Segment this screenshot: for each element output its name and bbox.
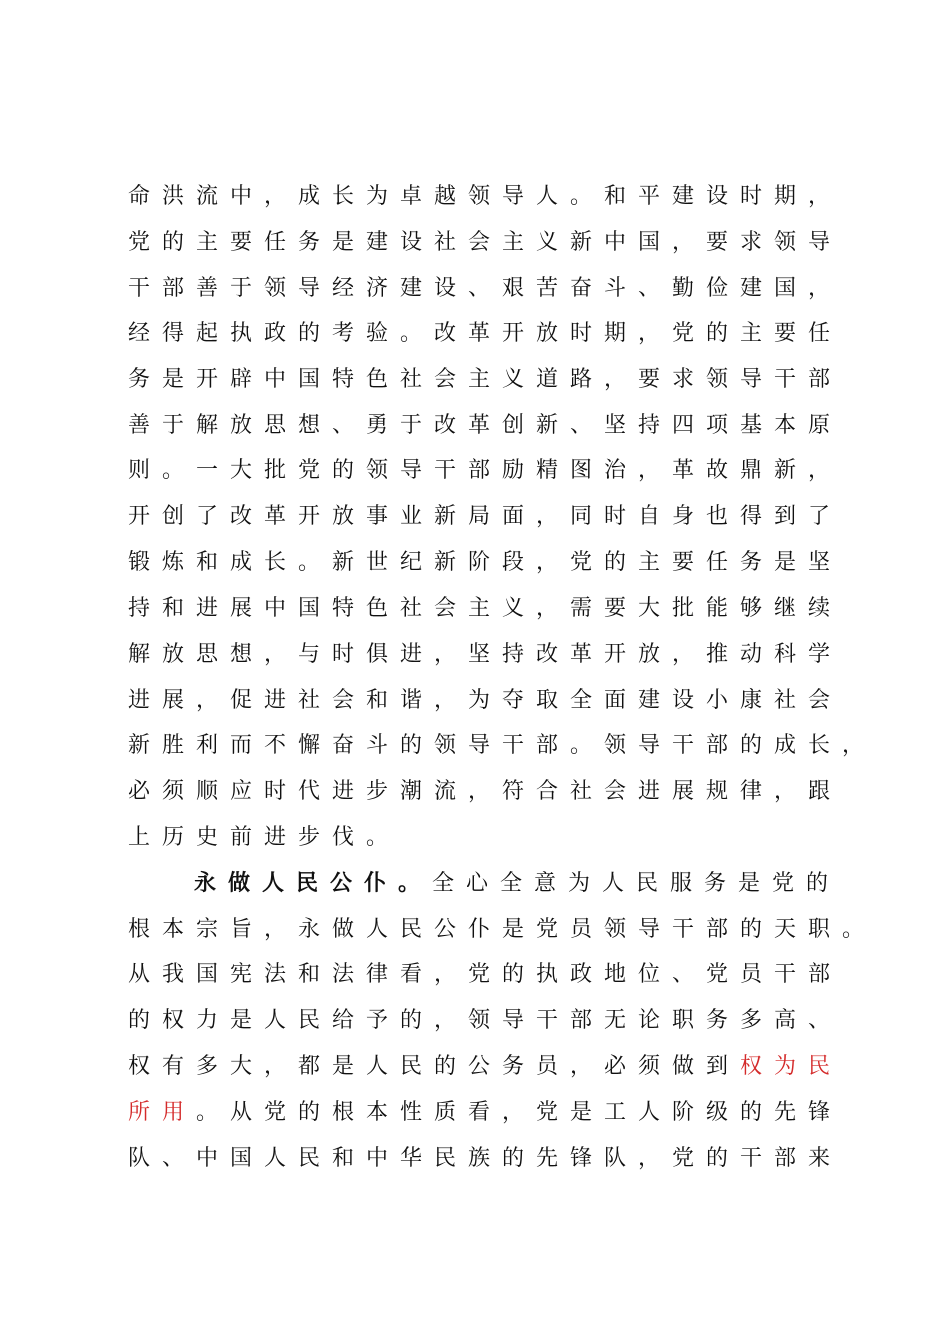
text-line: 队、中国人民和中华民族的先锋队，党的干部来 — [128, 1146, 843, 1171]
text-line: 根本宗旨，永做人民公仆是党员领导干部的天职。 — [128, 917, 877, 942]
highlighted-text: 权为民 — [740, 1054, 843, 1079]
highlighted-text: 所用 — [128, 1100, 197, 1125]
text-run: 权有多大，都是人民的公务员，必须做到 — [128, 1054, 741, 1079]
text-line: 命洪流中，成长为卓越领导人。和平建设时期， — [128, 184, 843, 209]
text-line: 务是开辟中国特色社会主义道路，要求领导干部 — [128, 367, 843, 392]
text-line: 的权力是人民给予的，领导干部无论职务多高、 — [128, 1008, 843, 1033]
text-line: 必须顺应时代进步潮流，符合社会进展规律，跟 — [128, 779, 843, 804]
text-line: 善于解放思想、勇于改革创新、坚持四项基本原 — [128, 413, 843, 438]
paragraph-heading: 永做人民公仆。 — [194, 871, 433, 896]
text-line: 开创了改革开放事业新局面，同时自身也得到了 — [128, 504, 843, 529]
text-line: 经得起执政的考验。改革开放时期，党的主要任 — [128, 321, 843, 346]
text-run: 。从党的根本性质看，党是工人阶级的先锋 — [196, 1100, 843, 1125]
paragraph-first-line — [194, 869, 914, 899]
text-line — [128, 1098, 848, 1128]
text-line — [128, 1052, 848, 1082]
text-run: 全心全意为人民服务是党的 — [432, 871, 841, 896]
text-line: 持和进展中国特色社会主义，需要大批能够继续 — [128, 596, 843, 621]
text-line: 上历史前进步伐。 — [128, 825, 401, 850]
text-line: 锻炼和成长。新世纪新阶段，党的主要任务是坚 — [128, 550, 843, 575]
text-line: 新胜利而不懈奋斗的领导干部。领导干部的成长， — [128, 733, 877, 758]
text-line: 干部善于领导经济建设、艰苦奋斗、勤俭建国， — [128, 276, 843, 301]
text-line: 则。一大批党的领导干部励精图治，革故鼎新， — [128, 458, 843, 483]
text-line: 党的主要任务是建设社会主义新中国，要求领导 — [128, 230, 843, 255]
text-line: 解放思想，与时俱进，坚持改革开放，推动科学 — [128, 642, 843, 667]
text-line: 进展，促进社会和谐，为夺取全面建设小康社会 — [128, 688, 843, 713]
text-line: 从我国宪法和法律看，党的执政地位、党员干部 — [128, 962, 843, 987]
